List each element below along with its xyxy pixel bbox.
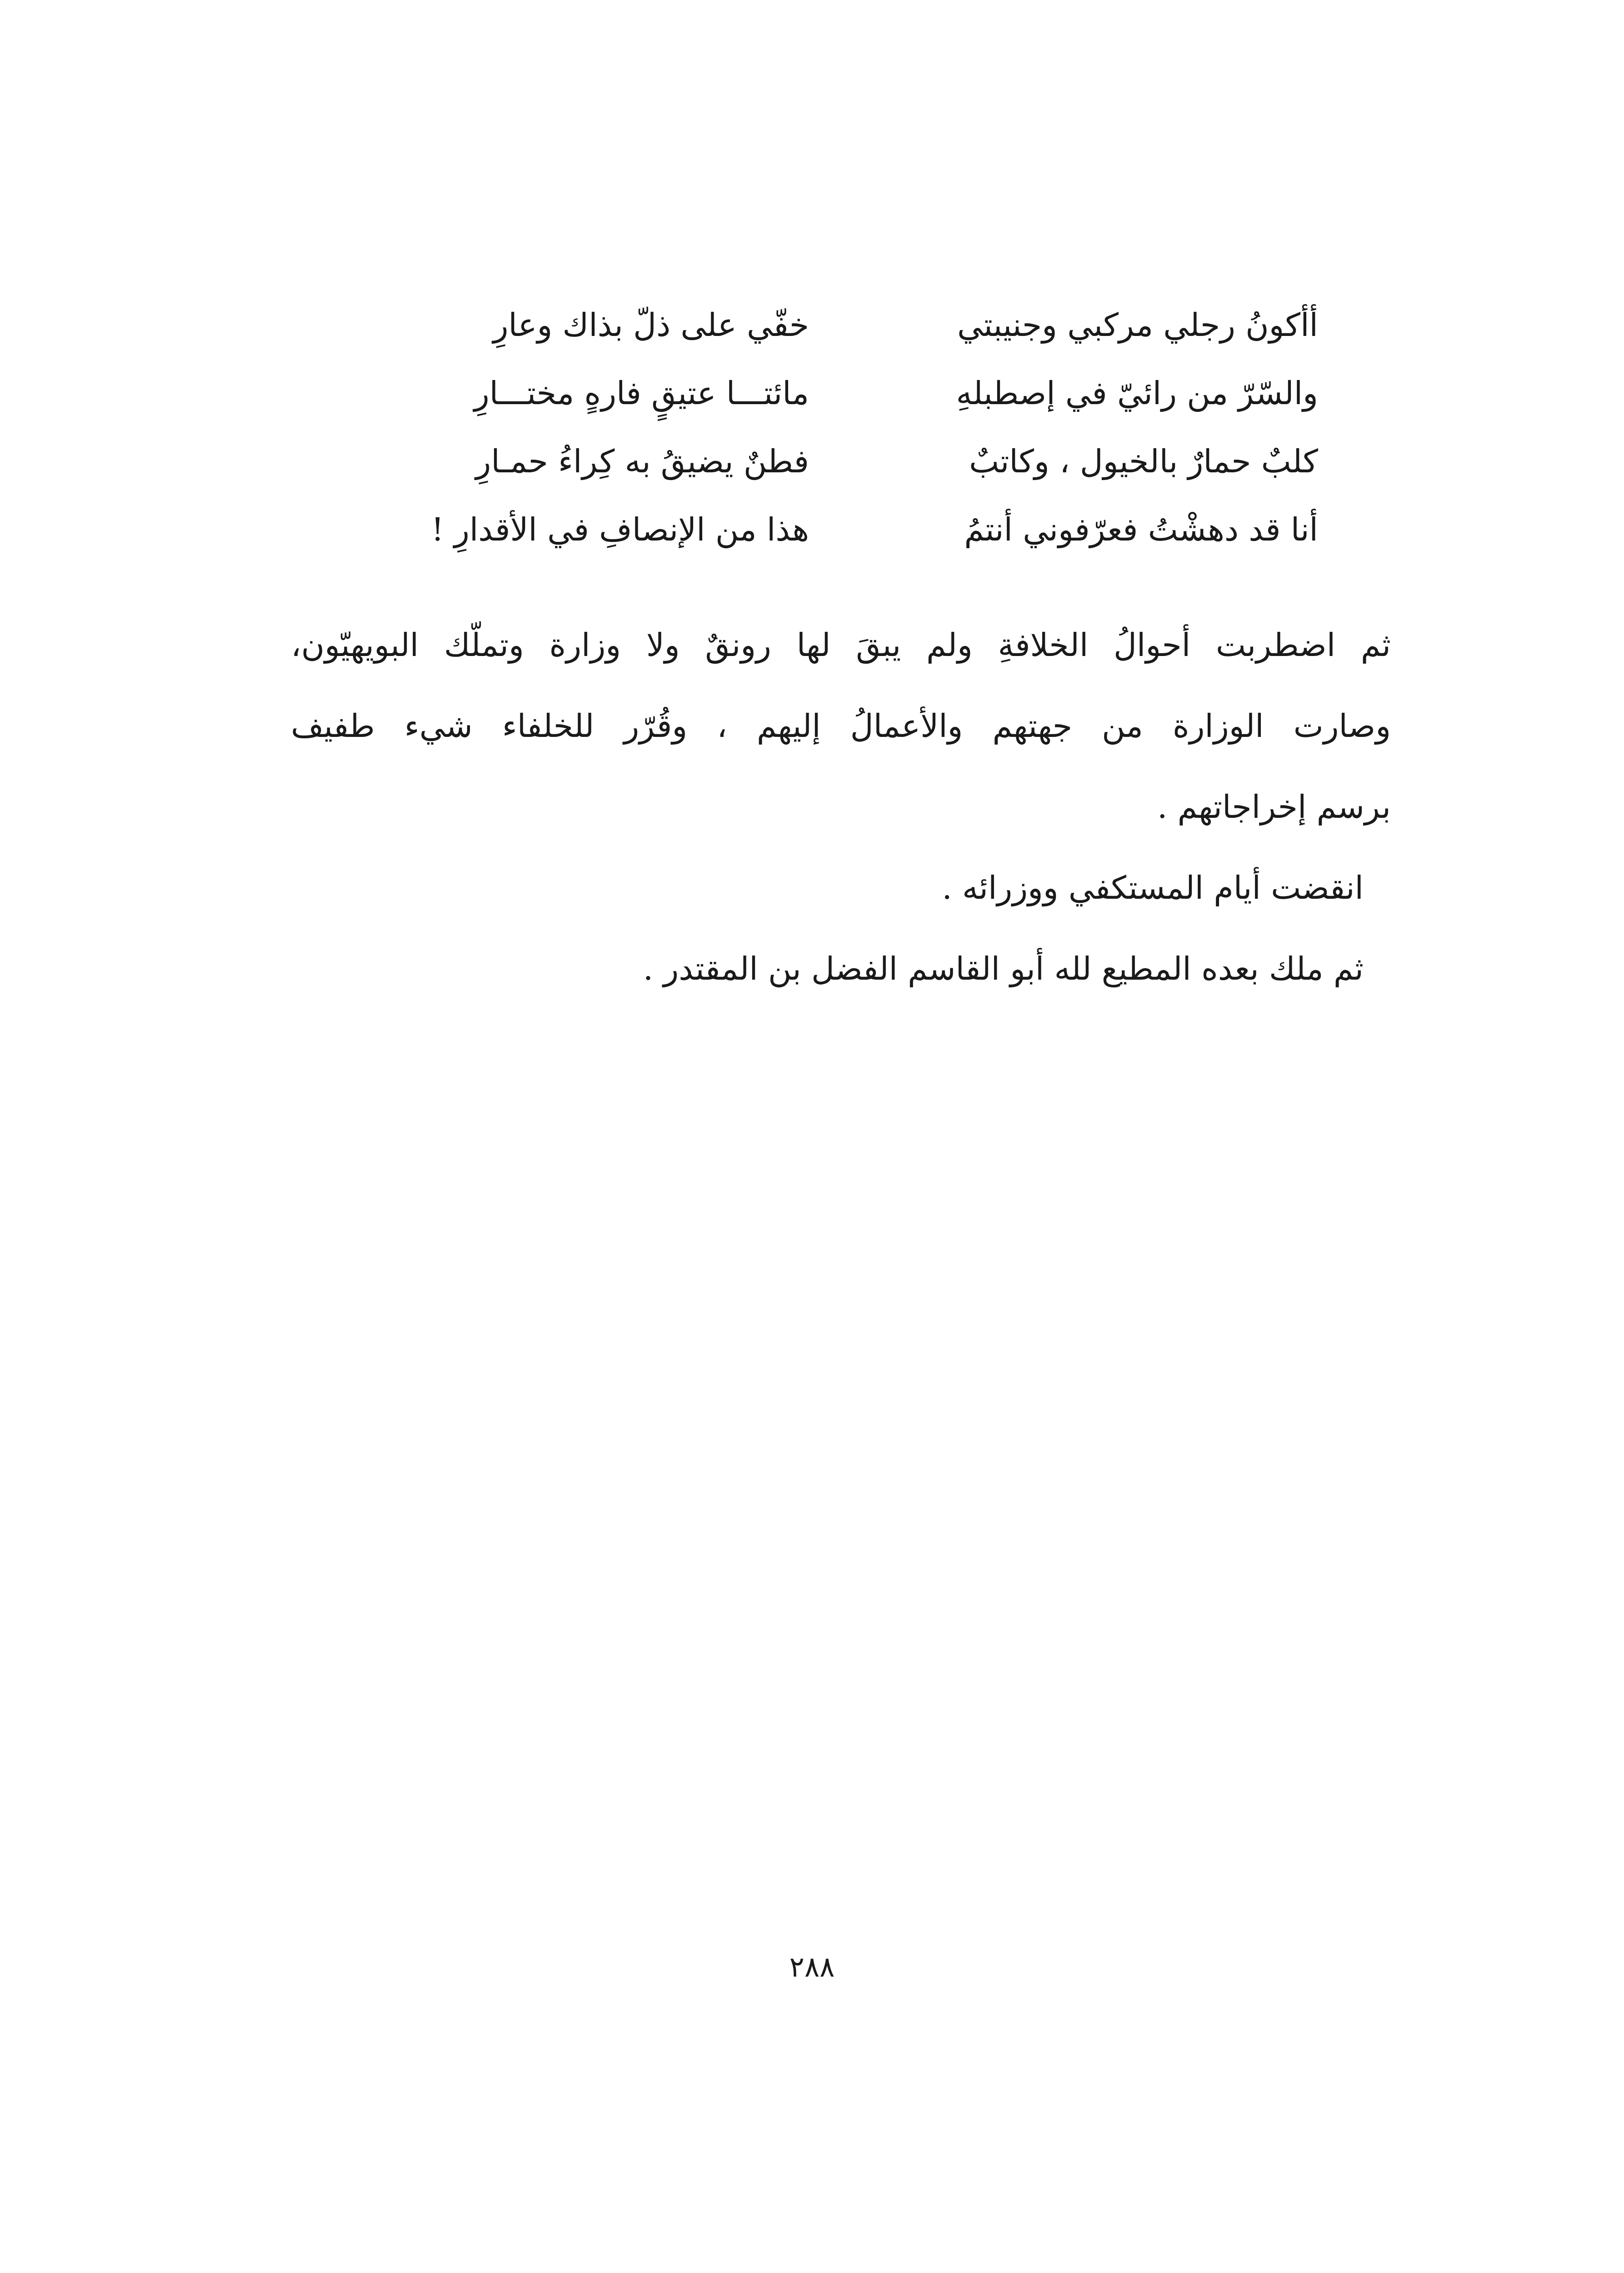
poem-block — [345, 291, 1318, 564]
prose-line: برسم إخراجاتهم . — [1157, 788, 1391, 826]
poem-verse — [345, 359, 1318, 427]
prose-line: ثم ملك بعده المطيع لله أبو القاسم الفضل بن المقتدر . — [643, 950, 1364, 987]
verse-second-hemistich: فطنٌ يضيقُ به كِراءُ حمـارِ — [475, 443, 809, 480]
verse-first-hemistich: والسّرّ من رائيّ في إصطبلهِ — [956, 375, 1318, 412]
verse-second-hemistich: هذا من الإنصافِ في الأقدارِ ! — [431, 511, 809, 548]
verse-second-hemistich: خفّي على ذلّ بذاك وعارِ — [493, 306, 809, 344]
poem-verse — [345, 496, 1318, 564]
prose-line: وصارت الوزارة من جهتهم والأعمالُ إليهم ، وقُرّر للخلفاء شيء طفيف — [291, 707, 1391, 745]
verse-first-hemistich: أأكونُ رجلي مركبي وجنيبتي — [957, 306, 1318, 344]
poem-verse — [345, 427, 1318, 496]
prose-line: ثم اضطربت أحوالُ الخلافةِ ولم يبقَ لها رونقٌ ولا وزارة وتملّك البويهيّون، — [291, 626, 1391, 664]
poem-verse — [345, 291, 1318, 359]
page-number: ٢٨٨ — [789, 1950, 835, 1983]
prose-block — [291, 605, 1391, 1009]
verse-first-hemistich: أنا قد دهشْتُ فعرّفوني أنتمُ — [964, 511, 1318, 548]
verse-first-hemistich: كلبٌ حمارٌ بالخيول ، وكاتبٌ — [969, 443, 1318, 480]
prose-line: انقضت أيام المستكفي ووزرائه . — [942, 869, 1364, 906]
verse-second-hemistich: مائتـــا عتيقٍ فارهٍ مختـــارِ — [474, 375, 809, 412]
